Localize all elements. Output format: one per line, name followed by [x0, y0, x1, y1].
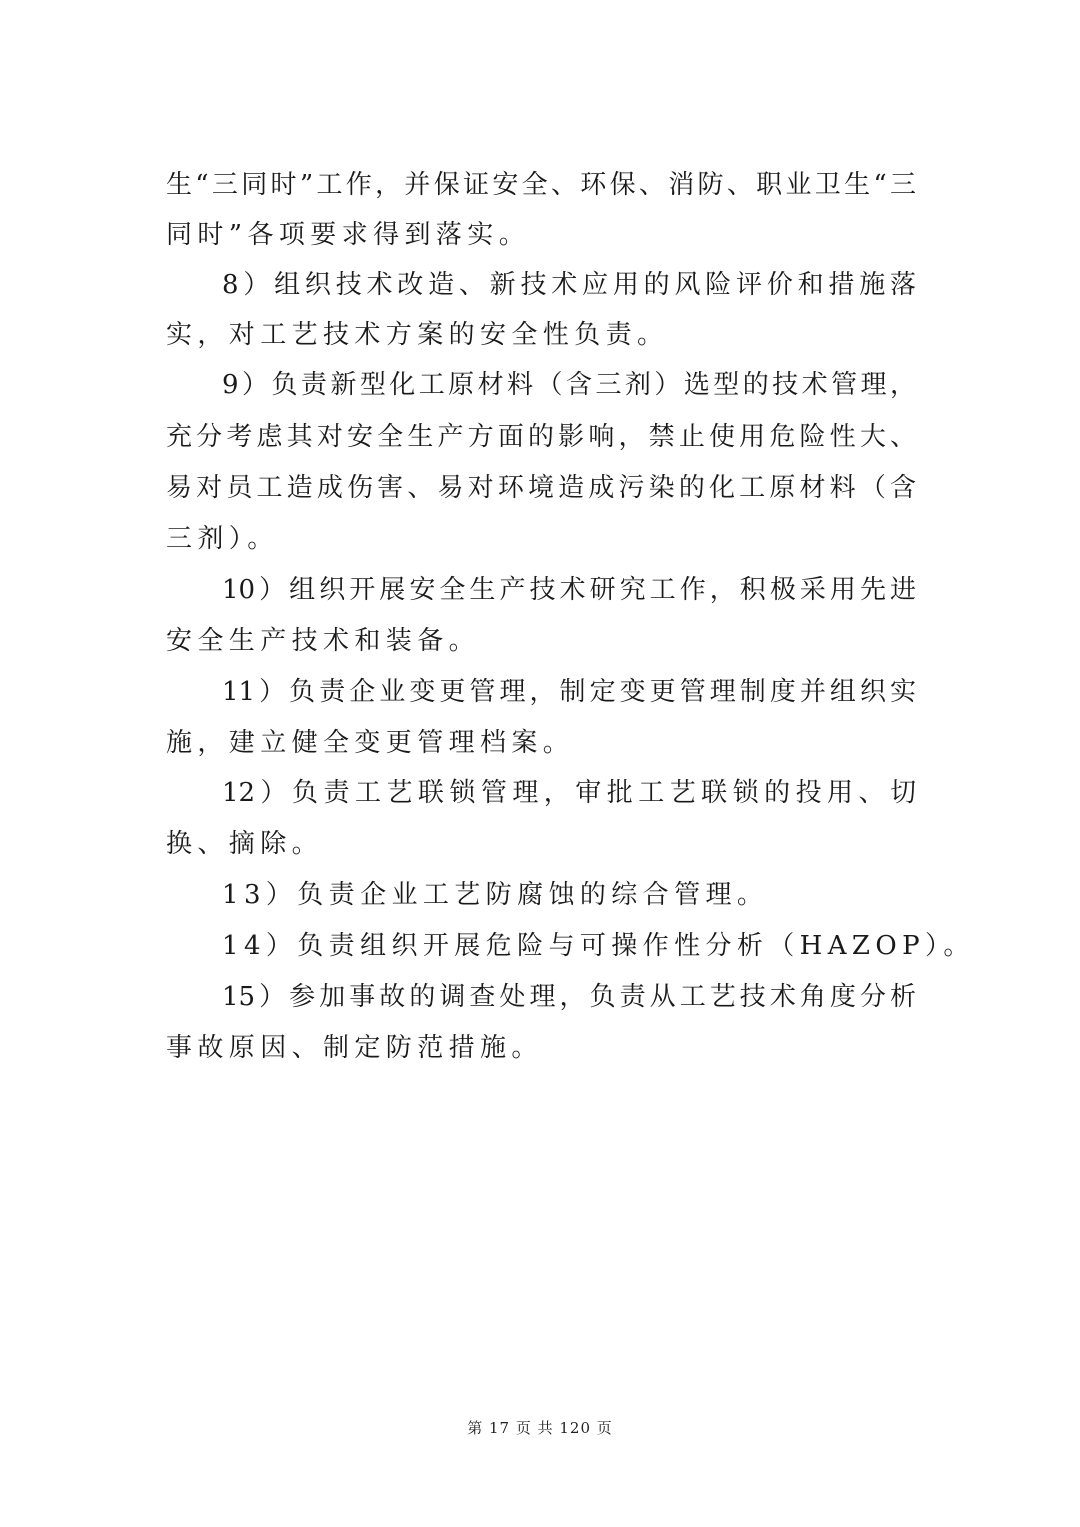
paragraph-line: 10）组织开展安全生产技术研究工作，积极采用先进	[222, 575, 916, 605]
paragraph-line: 11）负责企业变更管理，制定变更管理制度并组织实	[222, 677, 916, 707]
paragraph-line: 事故原因、制定防范措施。	[166, 1033, 543, 1063]
paragraph-line: 施，建立健全变更管理档案。	[166, 728, 575, 758]
paragraph-line: 13）负责企业工艺防腐蚀的综合管理。	[222, 880, 769, 910]
paragraph-line: 充分考虑其对安全生产方面的影响，禁止使用危险性大、	[166, 422, 916, 452]
paragraph-line: 9）负责新型化工原材料（含三剂）选型的技术管理，	[222, 370, 916, 400]
page-number-footer: 第 17 页 共 120 页	[467, 1419, 613, 1437]
paragraph-line: 易对员工造成伤害、易对环境造成污染的化工原材料（含	[166, 473, 916, 503]
paragraph-line: 实，对工艺技术方案的安全性负责。	[166, 320, 669, 350]
paragraph-line: 15）参加事故的调查处理，负责从工艺技术角度分析	[222, 982, 916, 1012]
paragraph-line: 换、摘除。	[166, 829, 324, 859]
paragraph-line: 8）组织技术改造、新技术应用的风险评价和措施落	[222, 270, 916, 300]
paragraph-line: 14）负责组织开展危险与可操作性分析（HAZOP）。	[222, 931, 975, 961]
paragraph-line: 三剂）。	[166, 524, 279, 554]
paragraph-line: 安全生产技术和装备。	[166, 626, 481, 656]
paragraph-line: 生“三同时”工作，并保证安全、环保、消防、职业卫生“三	[166, 170, 916, 200]
paragraph-line: 12）负责工艺联锁管理，审批工艺联锁的投用、切	[222, 778, 916, 808]
paragraph-line: 同时”各项要求得到落实。	[166, 220, 531, 250]
